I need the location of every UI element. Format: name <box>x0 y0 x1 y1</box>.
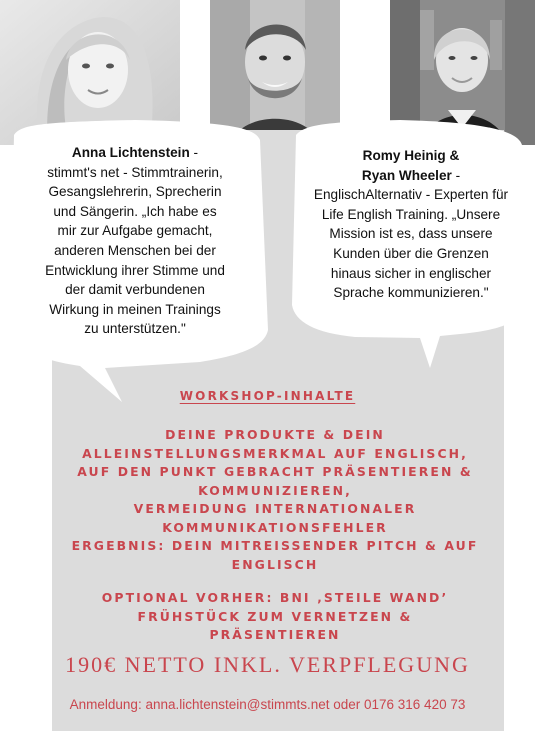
anna-bio-line: und Sängerin. „Ich habe es <box>53 203 217 219</box>
anna-name: Anna Lichtenstein <box>71 145 190 160</box>
anna-bio-line: der damit verbundenen <box>65 282 205 298</box>
anna-bio-line: Wirkung in meinen Trainings <box>49 301 221 317</box>
romy-ryan-name-2: Ryan Wheeler <box>361 167 452 183</box>
englischalternativ-bio <box>296 146 526 303</box>
workshop-line: KOMMUNIKATIONSFEHLER <box>162 519 388 535</box>
registration-contact: Anmeldung: anna.lichtenstein@stimmts.net oder 0176 316 420 73 <box>69 697 466 712</box>
price-line: 190€ NETTO INKL. VERPFLEGUNG <box>65 652 470 677</box>
optional-breakfast <box>30 589 520 645</box>
workshop-line: KOMMUNIZIEREN, <box>198 482 352 498</box>
workshop-heading <box>0 389 535 403</box>
ea-bio-line: Sprache kommunizieren." <box>333 285 489 301</box>
ea-bio-line: hinaus sicher in englischer <box>330 265 492 281</box>
anna-dash: - <box>189 145 199 160</box>
anna-bio <box>10 143 260 339</box>
anna-bio-line: Entwicklung ihrer Stimme und <box>45 262 225 278</box>
romy-ryan-name-1: Romy Heinig & <box>362 148 460 163</box>
optional-line: OPTIONAL VORHER: BNI ‚STEILE WAND’ <box>101 590 449 605</box>
workshop-heading-text: WORKSHOP-INHALTE <box>179 389 356 403</box>
anna-bio-line: zu unterstützen." <box>84 321 186 337</box>
anna-bio-line: anderen Menschen bei der <box>54 242 216 258</box>
anna-bio-line: stimmt's net - Stimmtrainerin, <box>47 164 223 180</box>
ea-bio-line: Life English Training. „Unsere <box>321 206 501 222</box>
workshop-content <box>30 426 520 574</box>
optional-line: FRÜHSTÜCK ZUM VERNETZEN & <box>137 608 413 624</box>
workshop-line: ERGEBNIS: DEIN MITREISSENDER PITCH & AUF <box>71 538 479 553</box>
workshop-line: DEINE PRODUKTE & DEIN <box>165 427 385 442</box>
ea-bio-line: Mission ist es, dass unsere <box>329 226 493 242</box>
optional-line: PRÄSENTIEREN <box>209 627 341 642</box>
workshop-line: ENGLISCH <box>231 556 319 572</box>
ea-bio-line: Kunden über die Grenzen <box>333 245 489 261</box>
ea-bio-line: EnglischAlternativ - Experten für <box>313 187 509 203</box>
workshop-line: VERMEIDUNG INTERNATIONALER <box>133 501 417 516</box>
romy-ryan-dash: - <box>451 167 461 183</box>
anna-bio-line: Gesangslehrerin, Sprecherin <box>48 184 222 200</box>
anna-bio-line: mir zur Aufgabe gemacht, <box>57 223 213 239</box>
workshop-line: ALLEINSTELLUNGSMERKMAL AUF ENGLISCH, <box>82 445 468 461</box>
workshop-line: AUF DEN PUNKT GEBRACHT PRÄSENTIEREN & <box>77 464 473 479</box>
